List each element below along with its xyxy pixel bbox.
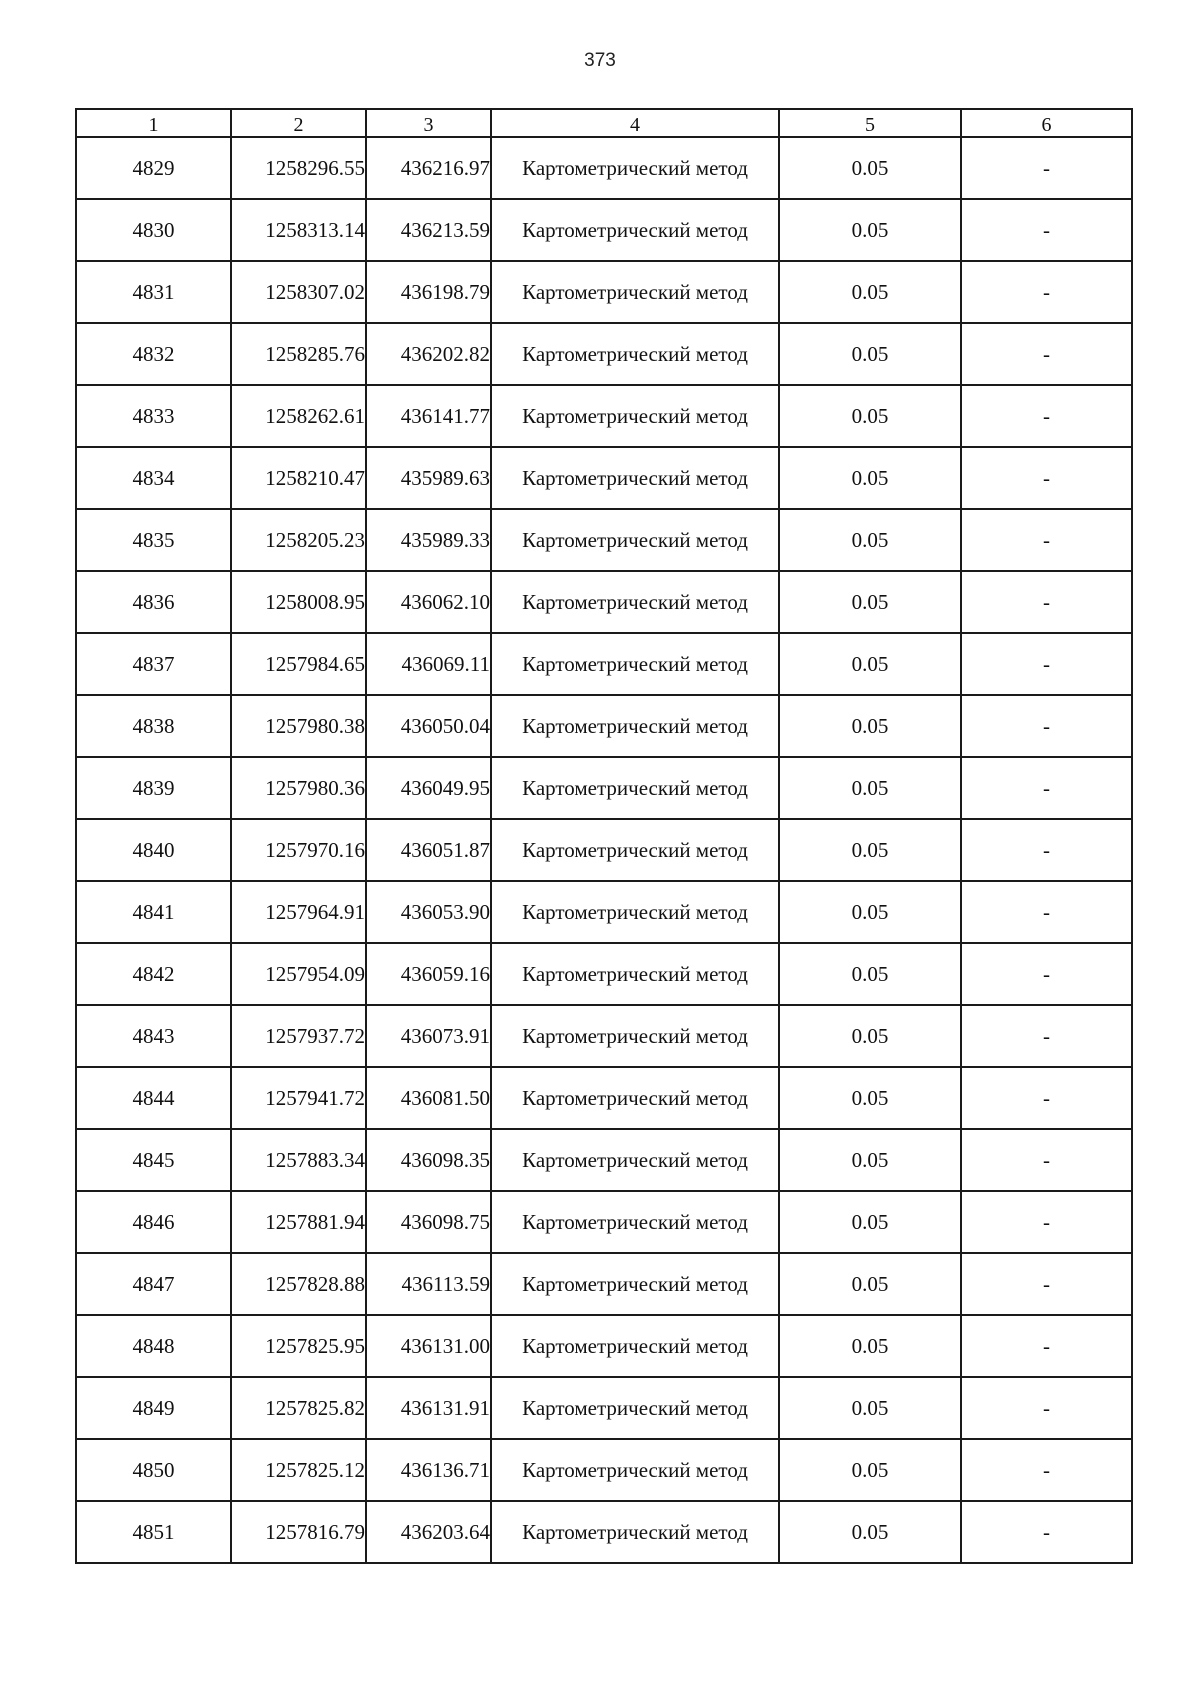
point-number-cell: 4831 [76,261,231,323]
method-cell: Картометрический метод [491,1005,779,1067]
accuracy-cell: 0.05 [779,1439,961,1501]
x-coordinate-cell: 1257883.34 [231,1129,366,1191]
x-coordinate-cell: 1257954.09 [231,943,366,1005]
x-coordinate-cell: 1257941.72 [231,1067,366,1129]
y-coordinate-cell: 436203.64 [366,1501,491,1563]
description-cell: - [961,1253,1132,1315]
y-coordinate-cell: 436069.11 [366,633,491,695]
description-cell: - [961,137,1132,199]
coordinates-table [75,108,1133,1564]
point-number-cell: 4837 [76,633,231,695]
table-row [76,881,1132,943]
table-row [76,509,1132,571]
y-coordinate-cell: 436062.10 [366,571,491,633]
table-row [76,695,1132,757]
description-cell: - [961,943,1132,1005]
description-cell: - [961,1315,1132,1377]
accuracy-cell: 0.05 [779,1501,961,1563]
description-cell: - [961,1129,1132,1191]
x-coordinate-cell: 1257937.72 [231,1005,366,1067]
accuracy-cell: 0.05 [779,1315,961,1377]
x-coordinate-cell: 1258313.14 [231,199,366,261]
accuracy-cell: 0.05 [779,633,961,695]
description-cell: - [961,1439,1132,1501]
point-number-cell: 4843 [76,1005,231,1067]
table-row [76,1067,1132,1129]
table-row [76,1315,1132,1377]
accuracy-cell: 0.05 [779,1129,961,1191]
method-cell: Картометрический метод [491,1253,779,1315]
point-number-cell: 4848 [76,1315,231,1377]
description-cell: - [961,447,1132,509]
description-cell: - [961,1067,1132,1129]
point-number-cell: 4851 [76,1501,231,1563]
method-cell: Картометрический метод [491,137,779,199]
point-number-cell: 4829 [76,137,231,199]
description-cell: - [961,509,1132,571]
point-number-cell: 4849 [76,1377,231,1439]
description-cell: - [961,757,1132,819]
point-number-cell: 4840 [76,819,231,881]
accuracy-cell: 0.05 [779,1067,961,1129]
x-coordinate-cell: 1258262.61 [231,385,366,447]
table-row [76,633,1132,695]
table-row [76,757,1132,819]
y-coordinate-cell: 436050.04 [366,695,491,757]
method-cell: Картометрический метод [491,447,779,509]
description-cell: - [961,385,1132,447]
description-cell: - [961,1501,1132,1563]
table-row [76,1377,1132,1439]
method-cell: Картометрический метод [491,1315,779,1377]
x-coordinate-cell: 1258008.95 [231,571,366,633]
accuracy-cell: 0.05 [779,1253,961,1315]
accuracy-cell: 0.05 [779,323,961,385]
y-coordinate-cell: 436049.95 [366,757,491,819]
accuracy-cell: 0.05 [779,137,961,199]
accuracy-cell: 0.05 [779,447,961,509]
y-coordinate-cell: 436059.16 [366,943,491,1005]
method-cell: Картометрический метод [491,1501,779,1563]
x-coordinate-cell: 1257881.94 [231,1191,366,1253]
accuracy-cell: 0.05 [779,1191,961,1253]
point-number-cell: 4836 [76,571,231,633]
accuracy-cell: 0.05 [779,261,961,323]
description-cell: - [961,633,1132,695]
table-row [76,1005,1132,1067]
table-row [76,447,1132,509]
method-cell: Картометрический метод [491,1191,779,1253]
table-row [76,819,1132,881]
x-coordinate-cell: 1258210.47 [231,447,366,509]
y-coordinate-cell: 436136.71 [366,1439,491,1501]
accuracy-cell: 0.05 [779,881,961,943]
method-cell: Картометрический метод [491,323,779,385]
x-coordinate-cell: 1257970.16 [231,819,366,881]
x-coordinate-cell: 1257980.36 [231,757,366,819]
table-row [76,1501,1132,1563]
y-coordinate-cell: 436198.79 [366,261,491,323]
table-body [76,137,1132,1563]
method-cell: Картометрический метод [491,943,779,1005]
method-cell: Картометрический метод [491,261,779,323]
x-coordinate-cell: 1258307.02 [231,261,366,323]
header-col-6: 6 [961,109,1132,137]
accuracy-cell: 0.05 [779,943,961,1005]
method-cell: Картометрический метод [491,757,779,819]
method-cell: Картометрический метод [491,509,779,571]
method-cell: Картометрический метод [491,881,779,943]
accuracy-cell: 0.05 [779,1377,961,1439]
point-number-cell: 4845 [76,1129,231,1191]
table-row [76,571,1132,633]
point-number-cell: 4832 [76,323,231,385]
y-coordinate-cell: 436073.91 [366,1005,491,1067]
description-cell: - [961,571,1132,633]
description-cell: - [961,199,1132,261]
table-row [76,199,1132,261]
header-col-3: 3 [366,109,491,137]
point-number-cell: 4841 [76,881,231,943]
y-coordinate-cell: 436053.90 [366,881,491,943]
y-coordinate-cell: 436141.77 [366,385,491,447]
table-row [76,261,1132,323]
description-cell: - [961,323,1132,385]
method-cell: Картометрический метод [491,1129,779,1191]
point-number-cell: 4833 [76,385,231,447]
y-coordinate-cell: 436202.82 [366,323,491,385]
description-cell: - [961,1377,1132,1439]
x-coordinate-cell: 1257828.88 [231,1253,366,1315]
page-number: 373 [584,50,616,71]
accuracy-cell: 0.05 [779,695,961,757]
method-cell: Картометрический метод [491,571,779,633]
y-coordinate-cell: 435989.63 [366,447,491,509]
y-coordinate-cell: 436213.59 [366,199,491,261]
y-coordinate-cell: 436131.91 [366,1377,491,1439]
x-coordinate-cell: 1257816.79 [231,1501,366,1563]
y-coordinate-cell: 436216.97 [366,137,491,199]
method-cell: Картометрический метод [491,385,779,447]
x-coordinate-cell: 1257825.95 [231,1315,366,1377]
y-coordinate-cell: 436131.00 [366,1315,491,1377]
x-coordinate-cell: 1257980.38 [231,695,366,757]
table-row [76,1191,1132,1253]
accuracy-cell: 0.05 [779,1005,961,1067]
method-cell: Картометрический метод [491,819,779,881]
header-row [76,109,1132,137]
point-number-cell: 4850 [76,1439,231,1501]
accuracy-cell: 0.05 [779,819,961,881]
method-cell: Картометрический метод [491,1067,779,1129]
table-row [76,1253,1132,1315]
table-row [76,1129,1132,1191]
method-cell: Картометрический метод [491,1439,779,1501]
y-coordinate-cell: 436098.75 [366,1191,491,1253]
table-header [76,109,1132,137]
y-coordinate-cell: 436113.59 [366,1253,491,1315]
x-coordinate-cell: 1258285.76 [231,323,366,385]
method-cell: Картометрический метод [491,633,779,695]
description-cell: - [961,881,1132,943]
header-col-5: 5 [779,109,961,137]
accuracy-cell: 0.05 [779,509,961,571]
x-coordinate-cell: 1258296.55 [231,137,366,199]
header-col-1: 1 [76,109,231,137]
point-number-cell: 4839 [76,757,231,819]
table-row [76,943,1132,1005]
method-cell: Картометрический метод [491,199,779,261]
accuracy-cell: 0.05 [779,571,961,633]
x-coordinate-cell: 1258205.23 [231,509,366,571]
method-cell: Картометрический метод [491,695,779,757]
y-coordinate-cell: 436098.35 [366,1129,491,1191]
table-row [76,1439,1132,1501]
x-coordinate-cell: 1257984.65 [231,633,366,695]
point-number-cell: 4834 [76,447,231,509]
description-cell: - [961,261,1132,323]
x-coordinate-cell: 1257964.91 [231,881,366,943]
description-cell: - [961,1005,1132,1067]
x-coordinate-cell: 1257825.82 [231,1377,366,1439]
point-number-cell: 4846 [76,1191,231,1253]
header-col-2: 2 [231,109,366,137]
point-number-cell: 4847 [76,1253,231,1315]
point-number-cell: 4844 [76,1067,231,1129]
accuracy-cell: 0.05 [779,385,961,447]
table-row [76,323,1132,385]
point-number-cell: 4842 [76,943,231,1005]
point-number-cell: 4830 [76,199,231,261]
method-cell: Картометрический метод [491,1377,779,1439]
y-coordinate-cell: 435989.33 [366,509,491,571]
table-row [76,385,1132,447]
table-row [76,137,1132,199]
header-col-4: 4 [491,109,779,137]
accuracy-cell: 0.05 [779,757,961,819]
accuracy-cell: 0.05 [779,199,961,261]
description-cell: - [961,819,1132,881]
y-coordinate-cell: 436051.87 [366,819,491,881]
point-number-cell: 4838 [76,695,231,757]
point-number-cell: 4835 [76,509,231,571]
description-cell: - [961,695,1132,757]
description-cell: - [961,1191,1132,1253]
x-coordinate-cell: 1257825.12 [231,1439,366,1501]
y-coordinate-cell: 436081.50 [366,1067,491,1129]
